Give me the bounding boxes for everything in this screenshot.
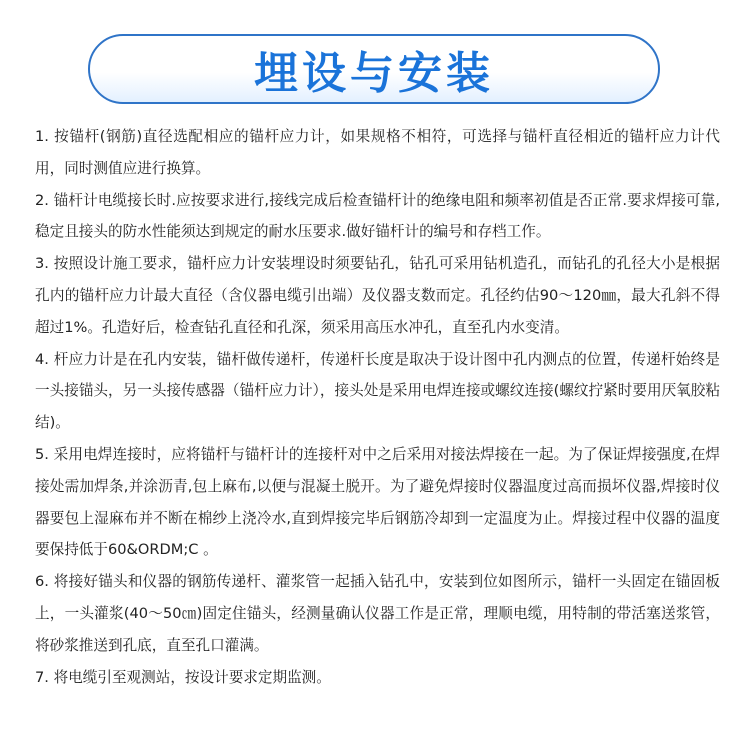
instruction-paragraph-5: 5. 采用电焊连接时，应将锚杆与锚杆计的连接杆对中之后采用对接法焊接在一起。为了保证焊接强度,在焊接处需加焊条,并涂沥青,包上麻布,以便与混凝土脱开。为了避免焊接时仪器温度过高而损坏仪器,焊接时仪器要包上湿麻布并不断在棉纱上浇冷水,直到焊接完毕后钢筋冷却到一定温度为止。焊接过程中仪器的温度要保持低于60&ORDM;C 。 — [35, 445, 720, 559]
instructions-body — [35, 121, 720, 693]
instruction-paragraph-2: 2. 锚杆计电缆接长时.应按要求进行,接线完成后检查锚杆计的绝缘电阻和频率初值是否正常.要求焊接可靠,稳定且接头的防水性能须达到规定的耐水压要求.做好锚杆计的编号和存档工作。 — [35, 191, 720, 241]
instruction-paragraph-6: 6. 将接好锚头和仪器的钢筋传递杆、灌浆管一起插入钻孔中，安装到位如图所示，锚杆一头固定在锚固板上，一头灌浆(40～50㎝)固定住锚头，经测量确认仪器工作是正常，理顺电缆，用特制的带活塞送浆管，将砂浆推送到孔底，直至孔口灌满。 — [35, 573, 720, 654]
instruction-paragraph-4: 4. 杆应力计是在孔内安装，锚杆做传递杆，传递杆长度是取决于设计图中孔内测点的位置，传递杆始终是一头接锚头，另一头接传感器（锚杆应力计），接头处是采用电焊连接或螺纹连接(螺纹拧紧时要用厌氧胶粘结)。 — [35, 350, 720, 432]
instruction-paragraph-1: 1. 按锚杆(钢筋)直径选配相应的锚杆应力计，如果规格不相符，可选择与锚杆直径相近的锚杆应力计代用，同时测值应进行换算。 — [35, 128, 720, 177]
instruction-paragraph-3: 3. 按照设计施工要求，锚杆应力计安装埋设时须要钻孔，钻孔可采用钻机造孔，而钻孔的孔径大小是根据孔内的锚杆应力计最大直径（含仪器电缆引出端）及仪器支数而定。孔径约估90～120㎜，最大孔斜不得超过1%。孔造好后，检查钻孔直径和孔深，须采用高压水冲孔，直至孔内水变清。 — [35, 255, 720, 336]
title-banner — [88, 34, 660, 104]
instruction-paragraph-7: 7. 将电缆引至观测站，按设计要求定期监测。 — [35, 668, 331, 686]
page-title: 埋设与安装 — [254, 48, 494, 99]
